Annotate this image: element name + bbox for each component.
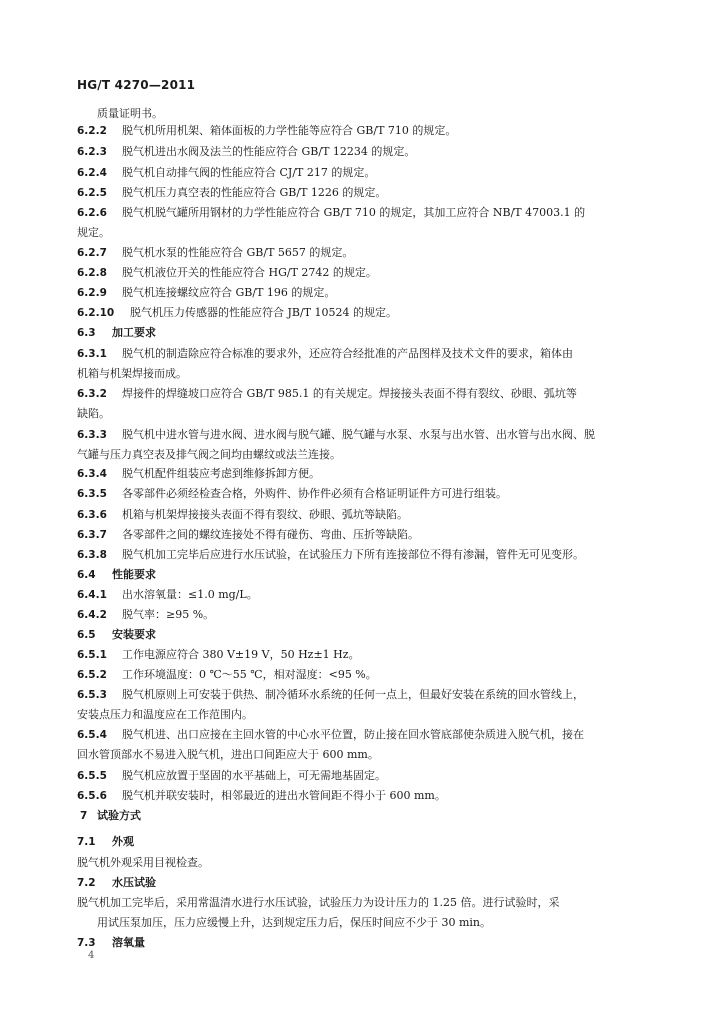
clause-text: 脱气机加工完毕后，采用常温清水进行水压试验，试验压力为设计压力的 1.25 倍。进行试验时，采	[77, 896, 560, 909]
clause-number: 6.2.5	[77, 187, 107, 199]
text-line	[0, 605, 701, 625]
text-line	[0, 585, 701, 605]
text-line	[0, 142, 701, 162]
clause-text: 脱气机进出水阀及法兰的性能应符合 GB/T 12234 的规定。	[122, 145, 416, 158]
text-line	[0, 786, 701, 806]
clause-text: 脱气机进、出口应接在主回水管的中心水平位置，防止接在回水管底部使杂质进入脱气机，接在	[122, 728, 584, 741]
clause-number: 7.3	[77, 937, 96, 949]
text-line	[0, 203, 701, 223]
section-heading: 试验方式	[97, 809, 141, 822]
text-line	[0, 873, 701, 893]
section-heading: 安装要求	[112, 628, 156, 641]
text-line	[0, 893, 701, 913]
clause-number: 6.2.7	[77, 247, 107, 259]
text-line	[0, 303, 701, 323]
clause-number: 6.3.1	[77, 348, 107, 360]
section-heading: 外观	[112, 835, 134, 848]
clause-text: 气罐与压力真空表及排气阀之间均由螺纹或法兰连接。	[77, 448, 341, 461]
text-line	[0, 183, 701, 203]
clause-number: 6.3.4	[77, 468, 107, 480]
clause-number: 6.3	[77, 327, 96, 339]
text-line	[0, 323, 701, 343]
text-line	[0, 766, 701, 786]
clause-text: 脱气机压力传感器的性能应符合 JB/T 10524 的规定。	[130, 306, 398, 319]
clause-text: 回水管顶部水不易进入脱气机，进出口间距应大于 600 mm。	[77, 748, 379, 761]
clause-text: 缺陷。	[77, 407, 110, 420]
clause-number: 6.2.10	[77, 307, 115, 319]
clause-text: 规定。	[77, 226, 110, 239]
clause-number: 6.5.2	[77, 669, 107, 681]
clause-number: 6.3.5	[77, 488, 107, 500]
text-line	[0, 853, 701, 873]
clause-text: 安装点压力和温度应在工作范围内。	[77, 708, 253, 721]
text-line	[0, 484, 701, 504]
clause-text: 脱气机连接螺纹应符合 GB/T 196 的规定。	[122, 286, 336, 299]
text-line	[0, 121, 701, 141]
clause-text: 脱气机原则上可安装于供热、制冷循环水系统的任何一点上，但最好安装在系统的回水管线上，	[122, 688, 584, 701]
clause-number: 6.2.8	[77, 267, 107, 279]
text-line	[0, 525, 701, 545]
clause-text: 脱气机加工完毕后应进行水压试验，在试验压力下所有连接部位不得有渗漏，管件无可见变形。	[122, 548, 584, 561]
clause-text: 机箱与机架焊接接头表面不得有裂纹、砂眼、弧坑等缺陷。	[122, 508, 408, 521]
clause-text: 脱气机压力真空表的性能应符合 GB/T 1226 的规定。	[122, 186, 387, 199]
clause-text: 脱气机的制造除应符合标准的要求外，还应符合经批准的产品图样及技术文件的要求，箱体由	[122, 347, 573, 360]
page-number: 4	[88, 950, 95, 961]
clause-text: 脱气机脱气罐所用钢材的力学性能应符合 GB/T 710 的规定，其加工应符合 NB/T 47003.1 的	[122, 206, 586, 219]
clause-text: 脱气机液位开关的性能应符合 HG/T 2742 的规定。	[122, 266, 377, 279]
text-line	[0, 745, 701, 765]
section-heading: 性能要求	[112, 568, 156, 581]
clause-number: 7	[80, 810, 88, 822]
clause-number: 6.5	[77, 629, 96, 641]
clause-text: 各零部件必须经检查合格，外购件、协作件必须有合格证明证件方可进行组装。	[122, 487, 507, 500]
text-line	[0, 685, 701, 705]
clause-number: 6.3.2	[77, 388, 107, 400]
clause-number: 6.5.3	[77, 689, 107, 701]
text-line	[0, 625, 701, 645]
text-line	[0, 806, 701, 826]
clause-text: 各零部件之间的螺纹连接处不得有碰伤、弯曲、压折等缺陷。	[122, 528, 419, 541]
text-line	[0, 464, 701, 484]
clause-text: 工作电源应符合 380 V±19 V，50 Hz±1 Hz。	[122, 648, 360, 661]
text-line	[0, 243, 701, 263]
clause-number: 7.2	[77, 877, 96, 889]
section-heading: 溶氧量	[112, 936, 145, 949]
clause-text: 质量证明书。	[97, 107, 163, 120]
text-line	[0, 404, 701, 424]
clause-number: 6.3.8	[77, 549, 107, 561]
clause-text: 脱气机水泵的性能应符合 GB/T 5657 的规定。	[122, 246, 354, 259]
clause-number: 6.2.2	[77, 125, 107, 137]
clause-number: 6.5.1	[77, 649, 107, 661]
clause-number: 6.3.7	[77, 529, 107, 541]
clause-number: 6.5.5	[77, 770, 107, 782]
text-line	[0, 913, 701, 933]
text-line	[0, 384, 701, 404]
clause-number: 6.3.3	[77, 429, 107, 441]
clause-number: 6.4.2	[77, 609, 107, 621]
text-line	[0, 725, 701, 745]
text-line	[0, 705, 701, 725]
clause-text: 脱气机外观采用目视检查。	[77, 856, 209, 869]
text-line	[0, 263, 701, 283]
text-line	[0, 832, 701, 852]
section-heading: 加工要求	[112, 326, 156, 339]
clause-number: 6.2.9	[77, 287, 107, 299]
clause-number: 6.4.1	[77, 589, 107, 601]
section-heading: 水压试验	[112, 876, 156, 889]
clause-text: 脱气机自动排气阀的性能应符合 CJ/T 217 的规定。	[122, 166, 376, 179]
clause-text: 脱气机应放置于坚固的水平基础上，可无需地基固定。	[122, 769, 386, 782]
standard-code-header: HG/T 4270—2011	[77, 78, 196, 92]
clause-number: 6.2.3	[77, 146, 107, 158]
clause-number: 6.5.4	[77, 729, 107, 741]
clause-text: 用试压泵加压，压力应缓慢上升，达到规定压力后，保压时间应不少于 30 min。	[97, 916, 492, 929]
text-line	[0, 163, 701, 183]
clause-text: 工作环境温度：0 ℃～55 ℃，相对湿度：<95 %。	[122, 668, 377, 681]
text-line	[0, 364, 701, 384]
text-line	[0, 645, 701, 665]
text-line	[0, 933, 701, 953]
text-line	[0, 344, 701, 364]
clause-number: 6.3.6	[77, 509, 107, 521]
clause-text: 脱气机所用机架、箱体面板的力学性能等应符合 GB/T 710 的规定。	[122, 124, 457, 137]
clause-text: 脱气机配件组装应考虑到维修拆卸方便。	[122, 467, 320, 480]
clause-number: 6.4	[77, 569, 96, 581]
clause-number: 6.2.6	[77, 207, 107, 219]
text-line	[0, 283, 701, 303]
text-line	[0, 565, 701, 585]
text-line	[0, 545, 701, 565]
clause-text: 焊接件的焊缝坡口应符合 GB/T 985.1 的有关规定。焊接接头表面不得有裂纹、砂眼、弧坑等	[122, 387, 577, 400]
text-line	[0, 665, 701, 685]
clause-text: 脱气机中进水管与进水阀、进水阀与脱气罐、脱气罐与水泵、水泵与出水管、出水管与出水阀、脱	[122, 428, 595, 441]
text-line	[0, 445, 701, 465]
clause-text: 出水溶氧量：≤1.0 mg/L。	[122, 588, 258, 601]
text-line	[0, 223, 701, 243]
text-line	[0, 505, 701, 525]
clause-text: 脱气率：≥95 %。	[122, 608, 215, 621]
clause-number: 6.2.4	[77, 167, 107, 179]
text-line	[0, 425, 701, 445]
clause-text: 机箱与机架焊接而成。	[77, 367, 187, 380]
clause-text: 脱气机并联安装时，相邻最近的进出水管间距不得小于 600 mm。	[122, 789, 446, 802]
clause-number: 7.1	[77, 836, 96, 848]
clause-number: 6.5.6	[77, 790, 107, 802]
